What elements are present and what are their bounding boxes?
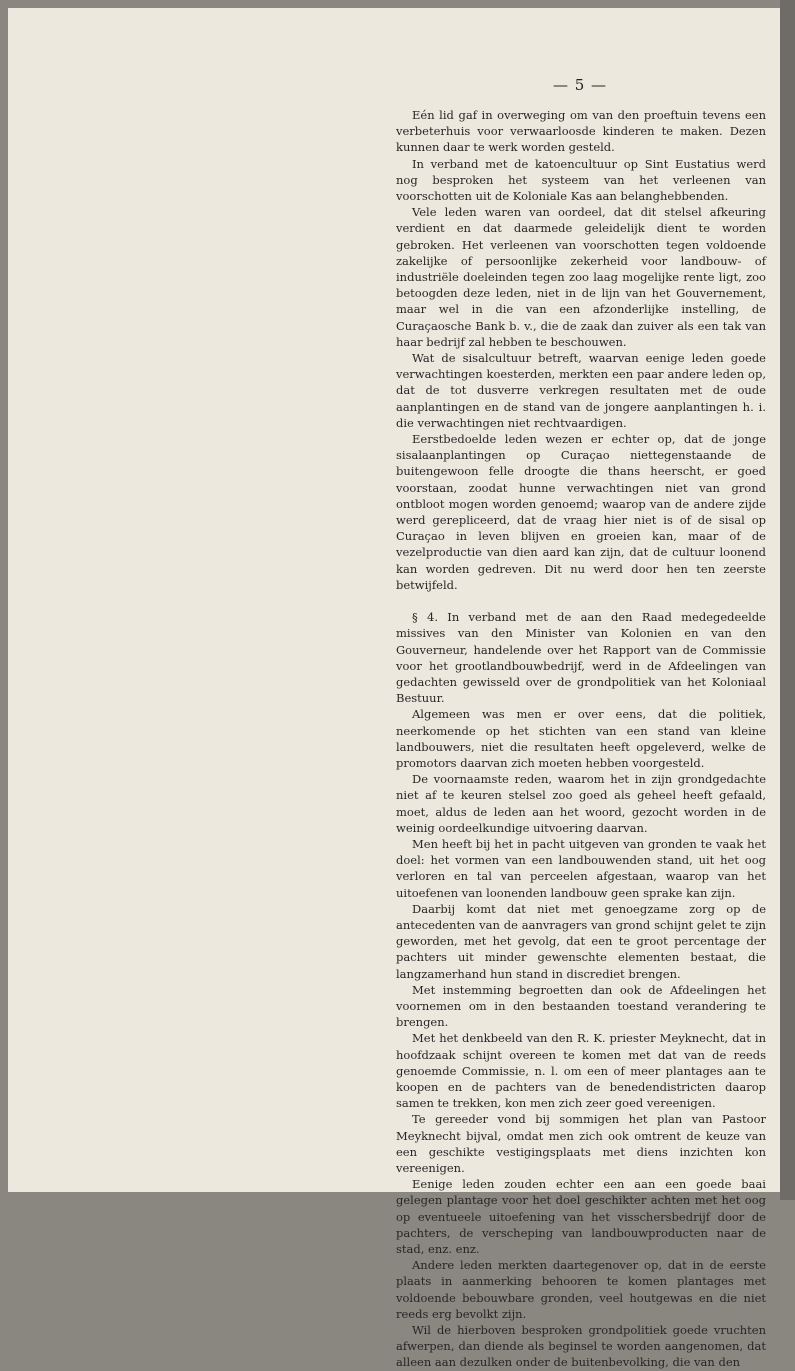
paragraph: De voornaamste reden, waarom het in zijn grondgedachte niet af te keuren stelsel zoo goed als geheel heeft gefaald, moet, aldus de leden aan het woord, gezocht worden in de weinig oordeelkundige uitvoering daarvan. [396, 772, 766, 835]
paragraph: Te gereeder vond bij sommigen het plan van Pastoor Meyknecht bijval, omdat men zich ook omtrent de keuze van een geschikte vestigingsplaats met diens inzichten kon vereenigen. [396, 1112, 766, 1175]
paragraph: Met het denkbeeld van den R. K. priester Meyknecht, dat in hoofdzaak schijnt overeen te komen met dat van de reeds genoemde Commissie, n. l. om een of meer plantages aan te koopen en de pachters van de benedendistricten daarop samen te trekken, kon men zich zeer goed vereenigen. [396, 1031, 766, 1111]
paragraph: Eenige leden zouden echter een aan een goede baai gelegen plantage voor het doel geschikter achten met het oog op eventueele uitoefening van het visschersbedrijf door de pachters, de verscheping van landbouwproducten naar de stad, enz. enz. [396, 1177, 766, 1257]
paragraph: Wat de sisalcultuur betreft, waarvan eenige leden goede verwachtingen koesterden, merkten een paar andere leden op, dat de tot dusverre verkregen resultaten met de oude aanplantingen en de stand van de jongere aanplantingen h. i. die verwachtingen niet rechtvaardigen. [396, 351, 766, 430]
paragraph: In verband met de katoencultuur op Sint Eustatius werd nog besproken het systeem van het verleenen van voorschotten uit de Koloniale Kas aan belanghebbenden. [396, 156, 766, 204]
paragraph: Met instemming begroetten dan ook de Afdeelingen het voornemen om in den bestaanden toestand verandering te brengen. [396, 982, 766, 1030]
body-text [396, 107, 766, 1371]
paragraph-section-4: § 4. In verband met de aan den Raad medegedeelde missives van den Minister van Kolonien en van den Gouverneur, handelende over het Rapport van de Commissie voor het grootlandbouwbedrijf, werd in de Afdeelingen van gedachten gewisseld over de grondpolitiek van het Koloniaal Bestuur. [396, 610, 766, 706]
paragraph: Eerstbedoelde leden wezen er echter op, dat de jonge sisalaanplantingen op Curaçao niettegenstaande de buitengewoon felle droogte die thans heerscht, er goed voorstaan, zoodat hunne verwachtingen niet van grond ontbloot mogen worden genoemd; waarop van de andere zijde werd gerepliceerd, dat de vraag hier niet is of de sisal op Curaçao in leven blijven en groeien kan, maar of de vezelproductie van dien aard kan zijn, dat de cultuur loonend kan worden gedreven. Dit nu werd door hen ten zeerste betwijfeld. [396, 432, 766, 592]
paragraph: Andere leden merkten daartegenover op, dat in de eerste plaats in aanmerking behooren te komen plantages met voldoende bebouwbare gronden, veel houtgewas en die niet reeds erg bevolkt zijn. [396, 1258, 766, 1321]
page-edge-shadow [780, 0, 795, 1200]
paragraph: Daarbij komt dat niet met genoegzame zorg op de antecedenten van de aanvragers van grond schijnt gelet te zijn geworden, met het gevolg, dat een te groot percentage der pachters uit minder gewenschte elementen bestaat, die langzamerhand hun stand in discrediet brengen. [396, 901, 766, 981]
paragraph: Algemeen was men er over eens, dat die politiek, neerkomende op het stichten van een stand van kleine landbouwers, niet die resultaten heeft opgeleverd, welke de promotors daarvan zich moeten hebben voorgesteld. [396, 707, 766, 770]
page-number: — 5 — [552, 76, 608, 94]
paragraph: Wil de hierboven besproken grondpolitiek goede vruchten afwerpen, dan diende als beginsel te worden aangenomen, dat alleen aan dezulken onder de buitenbevolking, die van den [396, 1323, 766, 1370]
paragraph: Men heeft bij het in pacht uitgeven van gronden te vaak het doel: het vormen van een landbouwenden stand, uit het oog verloren en tal van perceelen afgestaan, waarop van het uitoefenen van loonenden landbouw geen sprake kan zijn. [396, 836, 766, 900]
paragraph: Vele leden waren van oordeel, dat dit stelsel afkeuring verdient en dat daarmede geleidelijk dient te worden gebroken. Het verleenen van voorschotten tegen voldoende zakelijke of persoonlijke zekerheid voor landbouw- of industriële doeleinden tegen zoo laag mogelijke rente ligt, zoo betoogden deze leden, niet in de lijn van het Gouvernement, maar wel in die van een afzonderlijke instelling, de Curaçaosche Bank b. v., die de zaak dan zuiver als een tak van haar bedrijf zal hebben te beschouwen. [396, 205, 766, 349]
paragraph: Eén lid gaf in overweging om van den proeftuin tevens een verbeterhuis voor verwaarloosde kinderen te maken. Dezen kunnen daar te werk worden gesteld. [396, 108, 766, 155]
